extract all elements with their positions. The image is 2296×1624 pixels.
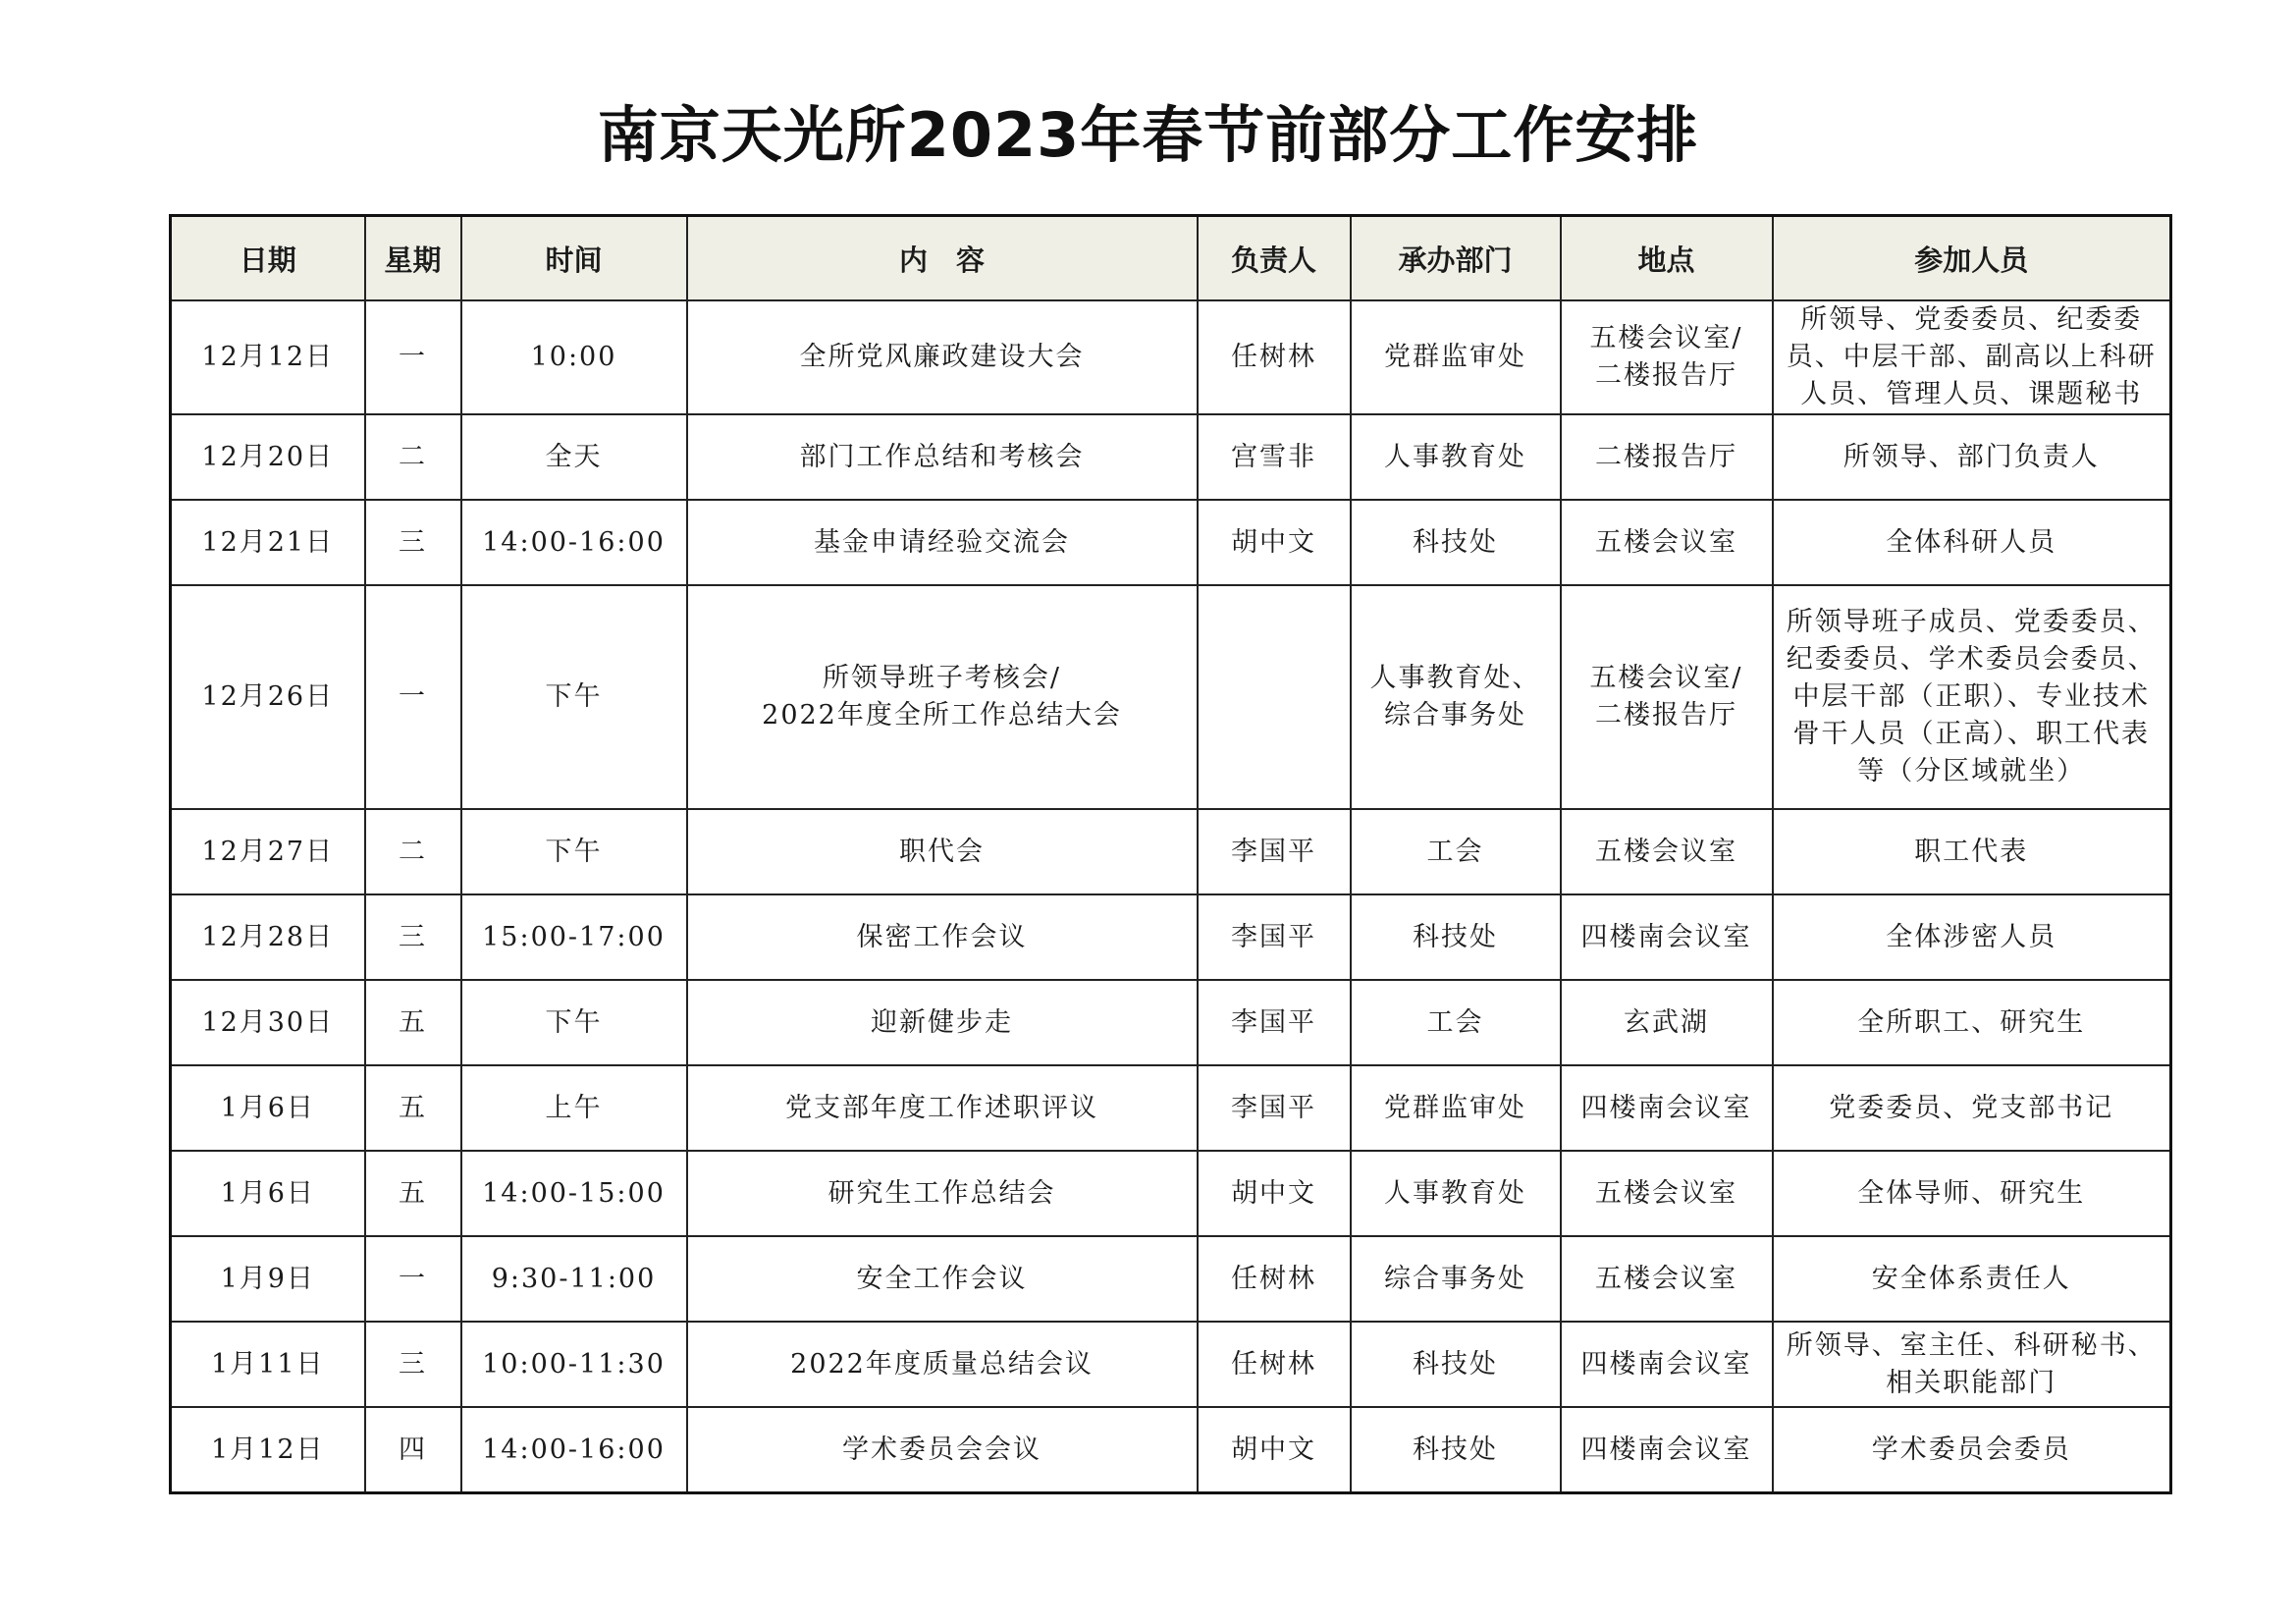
cell-dept: 科技处 bbox=[1351, 1407, 1561, 1493]
cell-dept: 综合事务处 bbox=[1351, 1236, 1561, 1322]
cell-place: 玄武湖 bbox=[1561, 980, 1773, 1065]
cell-date: 12月27日 bbox=[171, 809, 365, 894]
header-weekday: 星期 bbox=[365, 216, 461, 301]
cell-place: 四楼南会议室 bbox=[1561, 894, 1773, 980]
cell-attendees: 全体涉密人员 bbox=[1773, 894, 2171, 980]
schedule-table bbox=[169, 214, 2172, 1494]
cell-time: 下午 bbox=[461, 585, 687, 809]
cell-date: 1月6日 bbox=[171, 1065, 365, 1151]
cell-date: 12月21日 bbox=[171, 500, 365, 585]
table-row bbox=[171, 980, 2171, 1065]
cell-place: 五楼会议室 bbox=[1561, 809, 1773, 894]
cell-date: 1月12日 bbox=[171, 1407, 365, 1493]
cell-time: 10:00 bbox=[461, 300, 687, 414]
cell-place: 五楼会议室 bbox=[1561, 500, 1773, 585]
header-time: 时间 bbox=[461, 216, 687, 301]
cell-attendees: 所领导、室主任、科研秘书、相关职能部门 bbox=[1773, 1322, 2171, 1407]
cell-date: 1月6日 bbox=[171, 1151, 365, 1236]
cell-weekday: 二 bbox=[365, 414, 461, 500]
cell-lead: 胡中文 bbox=[1198, 1407, 1351, 1493]
cell-time: 14:00-15:00 bbox=[461, 1151, 687, 1236]
cell-time: 全天 bbox=[461, 414, 687, 500]
cell-weekday: 五 bbox=[365, 1151, 461, 1236]
cell-weekday: 四 bbox=[365, 1407, 461, 1493]
cell-content: 党支部年度工作述职评议 bbox=[687, 1065, 1198, 1151]
cell-lead: 任树林 bbox=[1198, 1322, 1351, 1407]
header-dept: 承办部门 bbox=[1351, 216, 1561, 301]
header-lead: 负责人 bbox=[1198, 216, 1351, 301]
cell-time: 上午 bbox=[461, 1065, 687, 1151]
cell-attendees: 全体科研人员 bbox=[1773, 500, 2171, 585]
cell-content: 2022年度质量总结会议 bbox=[687, 1322, 1198, 1407]
cell-weekday: 三 bbox=[365, 500, 461, 585]
cell-time: 15:00-17:00 bbox=[461, 894, 687, 980]
table-row bbox=[171, 300, 2171, 414]
table-row bbox=[171, 500, 2171, 585]
cell-content: 部门工作总结和考核会 bbox=[687, 414, 1198, 500]
header-place: 地点 bbox=[1561, 216, 1773, 301]
cell-content: 职代会 bbox=[687, 809, 1198, 894]
cell-weekday: 一 bbox=[365, 300, 461, 414]
cell-place: 五楼会议室 bbox=[1561, 1236, 1773, 1322]
table-row bbox=[171, 1236, 2171, 1322]
cell-dept: 工会 bbox=[1351, 980, 1561, 1065]
cell-content: 基金申请经验交流会 bbox=[687, 500, 1198, 585]
cell-lead: 李国平 bbox=[1198, 980, 1351, 1065]
table-row bbox=[171, 1322, 2171, 1407]
cell-dept: 科技处 bbox=[1351, 894, 1561, 980]
cell-lead: 胡中文 bbox=[1198, 1151, 1351, 1236]
cell-date: 12月20日 bbox=[171, 414, 365, 500]
cell-dept: 科技处 bbox=[1351, 500, 1561, 585]
cell-time: 下午 bbox=[461, 809, 687, 894]
cell-content: 研究生工作总结会 bbox=[687, 1151, 1198, 1236]
cell-time: 10:00-11:30 bbox=[461, 1322, 687, 1407]
cell-content: 保密工作会议 bbox=[687, 894, 1198, 980]
cell-attendees: 所领导、党委委员、纪委委员、中层干部、副高以上科研人员、管理人员、课题秘书 bbox=[1773, 300, 2171, 414]
table-row bbox=[171, 1407, 2171, 1493]
cell-content: 全所党风廉政建设大会 bbox=[687, 300, 1198, 414]
cell-lead: 李国平 bbox=[1198, 809, 1351, 894]
cell-lead: 任树林 bbox=[1198, 1236, 1351, 1322]
cell-weekday: 三 bbox=[365, 894, 461, 980]
cell-dept: 工会 bbox=[1351, 809, 1561, 894]
cell-attendees: 所领导班子成员、党委委员、纪委委员、学术委员会委员、中层干部（正职）、专业技术骨干人员（正高）、职工代表等（分区域就坐） bbox=[1773, 585, 2171, 809]
cell-lead: 李国平 bbox=[1198, 1065, 1351, 1151]
cell-weekday: 一 bbox=[365, 585, 461, 809]
cell-date: 12月26日 bbox=[171, 585, 365, 809]
cell-place: 五楼会议室/ 二楼报告厅 bbox=[1561, 585, 1773, 809]
cell-attendees: 全体导师、研究生 bbox=[1773, 1151, 2171, 1236]
cell-dept: 党群监审处 bbox=[1351, 1065, 1561, 1151]
cell-place: 五楼会议室/ 二楼报告厅 bbox=[1561, 300, 1773, 414]
cell-date: 1月11日 bbox=[171, 1322, 365, 1407]
table-row bbox=[171, 894, 2171, 980]
cell-attendees: 职工代表 bbox=[1773, 809, 2171, 894]
cell-place: 四楼南会议室 bbox=[1561, 1065, 1773, 1151]
cell-lead bbox=[1198, 585, 1351, 809]
table-header-row bbox=[171, 216, 2171, 301]
table-row bbox=[171, 1065, 2171, 1151]
cell-content: 迎新健步走 bbox=[687, 980, 1198, 1065]
cell-place: 四楼南会议室 bbox=[1561, 1407, 1773, 1493]
table-row bbox=[171, 809, 2171, 894]
cell-time: 14:00-16:00 bbox=[461, 1407, 687, 1493]
header-date: 日期 bbox=[171, 216, 365, 301]
cell-weekday: 五 bbox=[365, 980, 461, 1065]
cell-attendees: 全所职工、研究生 bbox=[1773, 980, 2171, 1065]
cell-place: 四楼南会议室 bbox=[1561, 1322, 1773, 1407]
cell-weekday: 三 bbox=[365, 1322, 461, 1407]
table-row bbox=[171, 585, 2171, 809]
cell-dept: 人事教育处 bbox=[1351, 1151, 1561, 1236]
cell-attendees: 安全体系责任人 bbox=[1773, 1236, 2171, 1322]
cell-weekday: 二 bbox=[365, 809, 461, 894]
cell-lead: 宫雪非 bbox=[1198, 414, 1351, 500]
header-attendees: 参加人员 bbox=[1773, 216, 2171, 301]
cell-date: 12月28日 bbox=[171, 894, 365, 980]
cell-date: 12月30日 bbox=[171, 980, 365, 1065]
cell-content: 所领导班子考核会/ 2022年度全所工作总结大会 bbox=[687, 585, 1198, 809]
cell-dept: 党群监审处 bbox=[1351, 300, 1561, 414]
cell-time: 下午 bbox=[461, 980, 687, 1065]
cell-dept: 科技处 bbox=[1351, 1322, 1561, 1407]
cell-weekday: 五 bbox=[365, 1065, 461, 1151]
cell-weekday: 一 bbox=[365, 1236, 461, 1322]
cell-date: 12月12日 bbox=[171, 300, 365, 414]
cell-content: 学术委员会会议 bbox=[687, 1407, 1198, 1493]
table-row bbox=[171, 1151, 2171, 1236]
cell-attendees: 学术委员会委员 bbox=[1773, 1407, 2171, 1493]
cell-lead: 任树林 bbox=[1198, 300, 1351, 414]
cell-lead: 李国平 bbox=[1198, 894, 1351, 980]
cell-attendees: 所领导、部门负责人 bbox=[1773, 414, 2171, 500]
header-content: 内 容 bbox=[687, 216, 1198, 301]
cell-dept: 人事教育处、 综合事务处 bbox=[1351, 585, 1561, 809]
cell-place: 五楼会议室 bbox=[1561, 1151, 1773, 1236]
cell-dept: 人事教育处 bbox=[1351, 414, 1561, 500]
cell-content: 安全工作会议 bbox=[687, 1236, 1198, 1322]
page-title: 南京天光所2023年春节前部分工作安排 bbox=[597, 99, 1699, 171]
cell-attendees: 党委委员、党支部书记 bbox=[1773, 1065, 2171, 1151]
cell-date: 1月9日 bbox=[171, 1236, 365, 1322]
cell-time: 14:00-16:00 bbox=[461, 500, 687, 585]
cell-time: 9:30-11:00 bbox=[461, 1236, 687, 1322]
table-row bbox=[171, 414, 2171, 500]
cell-place: 二楼报告厅 bbox=[1561, 414, 1773, 500]
cell-lead: 胡中文 bbox=[1198, 500, 1351, 585]
